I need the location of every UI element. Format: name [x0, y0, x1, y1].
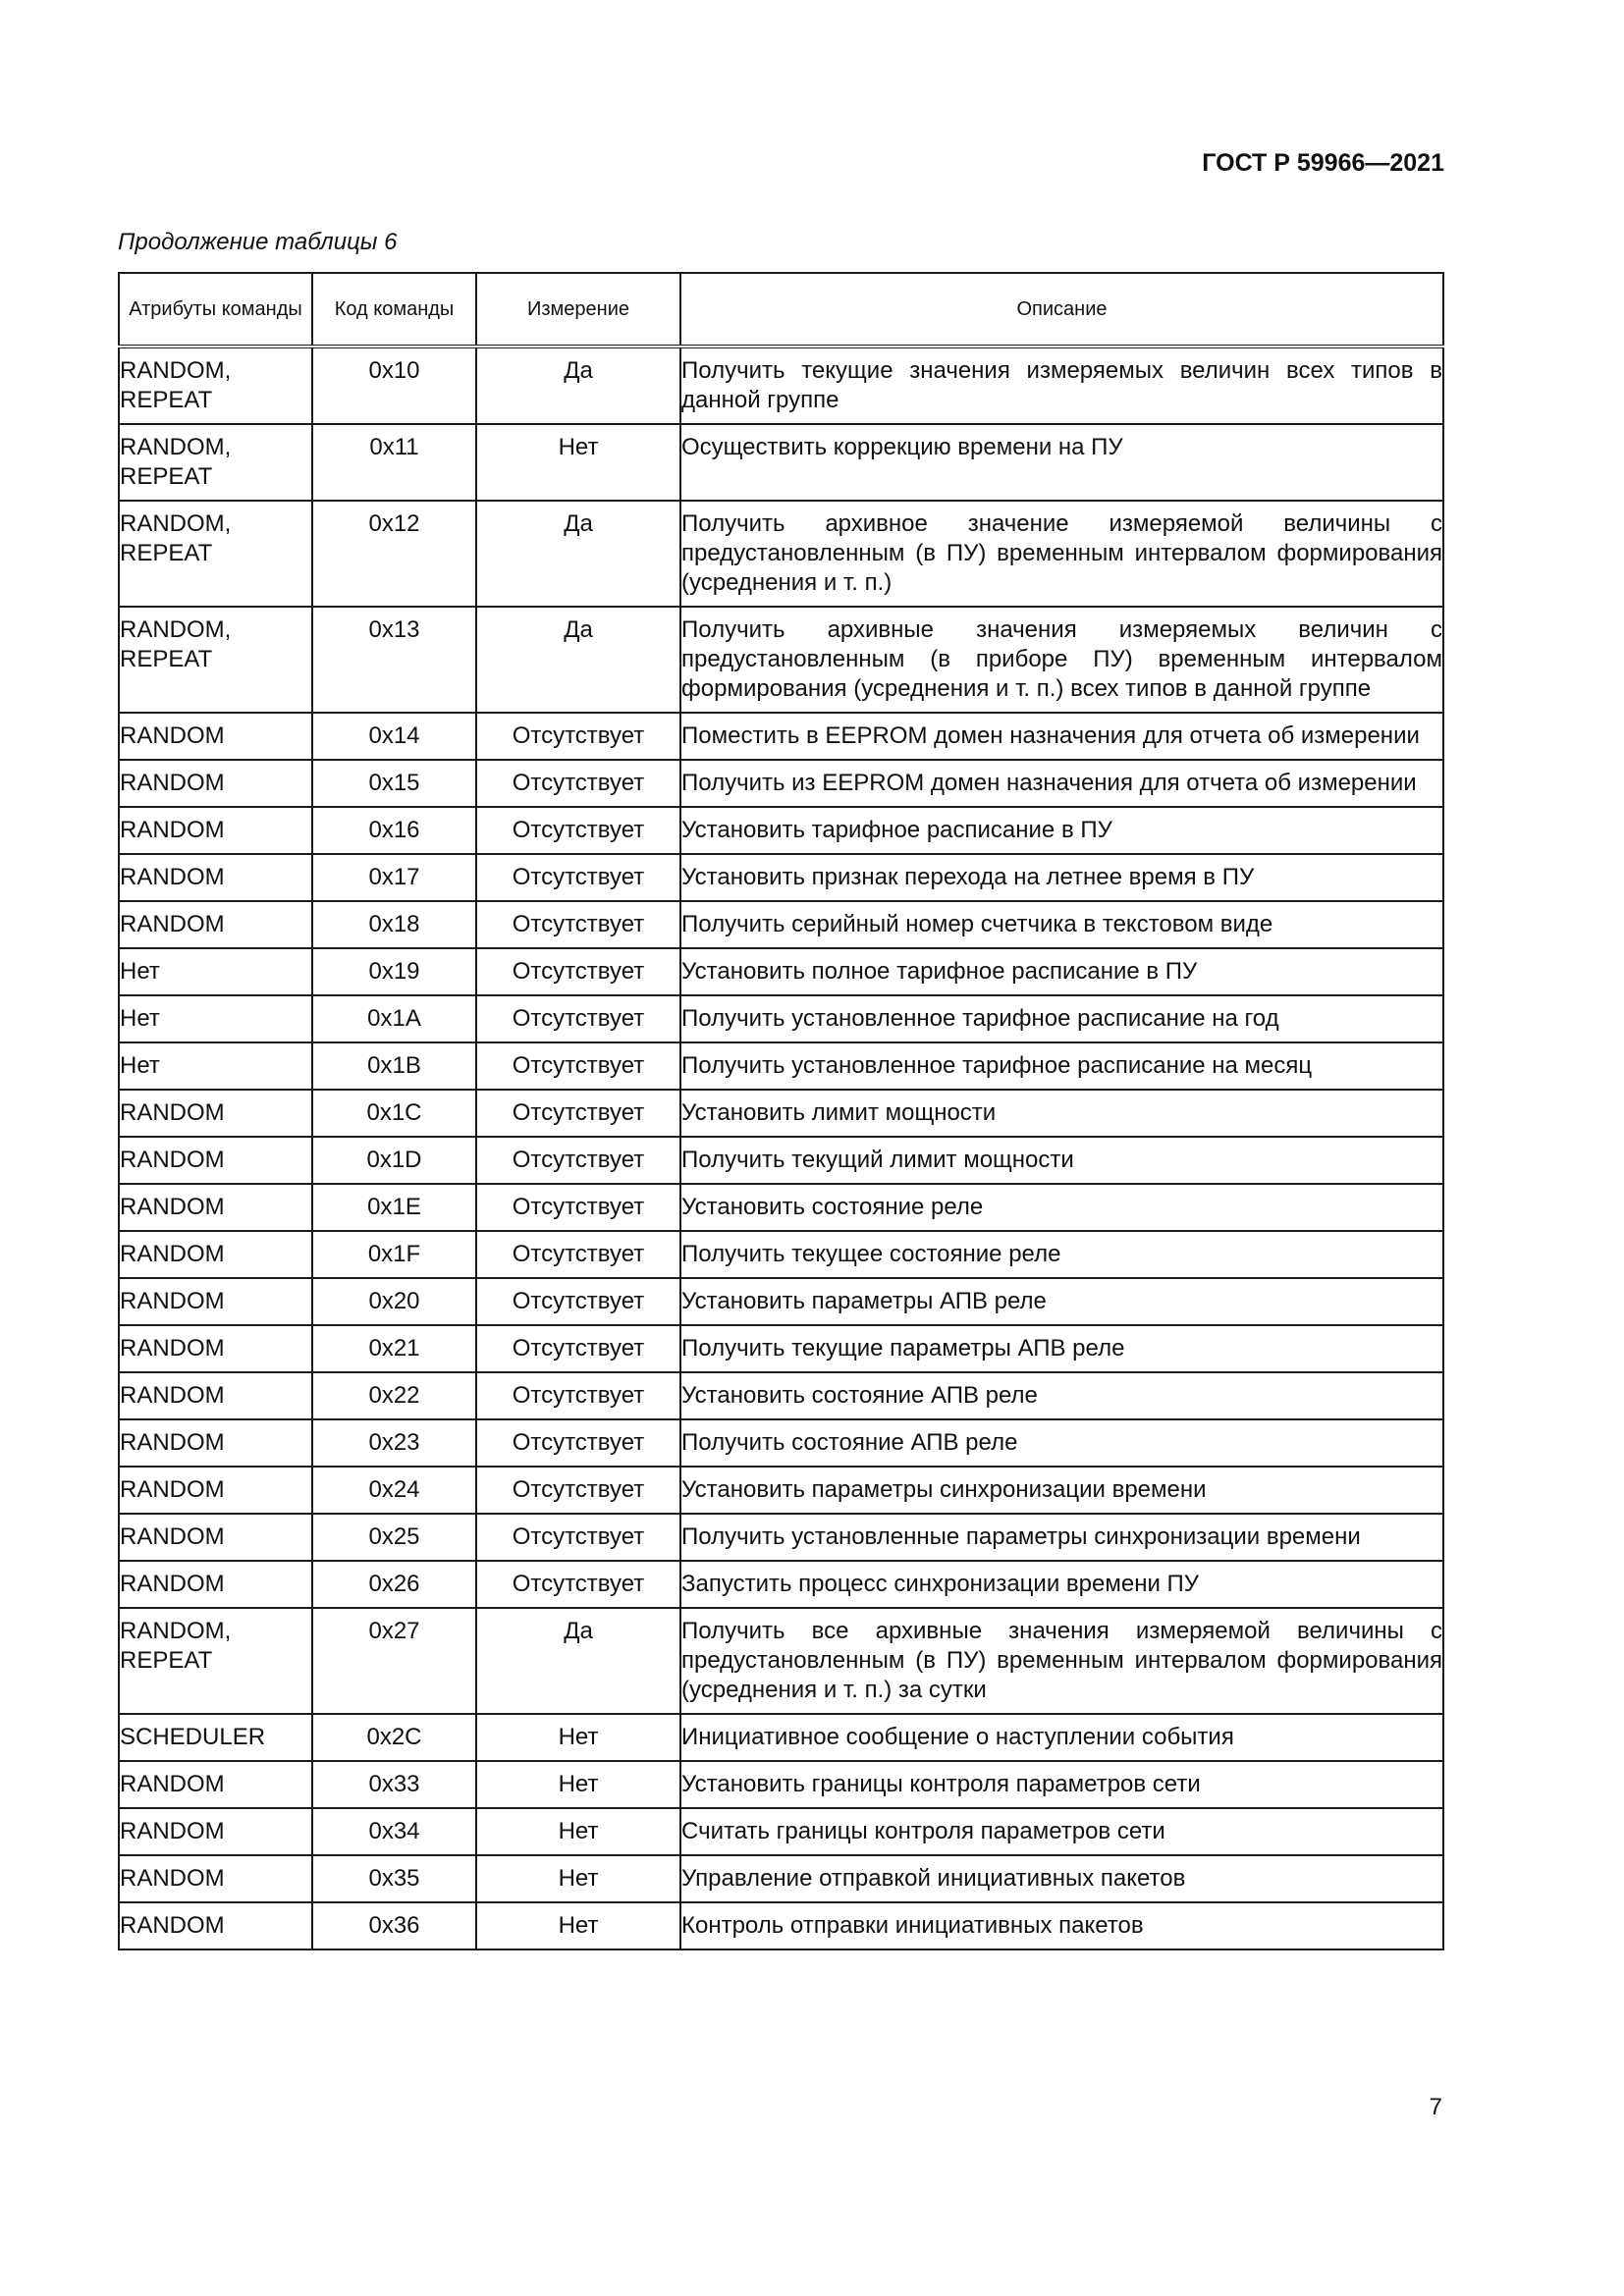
- table-row: [119, 1608, 1443, 1714]
- cell-attributes: RANDOM: [119, 1561, 312, 1608]
- cell-attributes: RANDOM: [119, 1278, 312, 1325]
- cell-code: 0x12: [312, 501, 476, 607]
- cell-measurement: Нет: [476, 1714, 680, 1761]
- cell-measurement: Отсутствует: [476, 1184, 680, 1231]
- cell-description: Получить текущий лимит мощности: [680, 1137, 1443, 1184]
- table-row: [119, 807, 1443, 854]
- cell-attributes: RANDOM, REPEAT: [119, 424, 312, 501]
- cell-description: Получить состояние АПВ реле: [680, 1419, 1443, 1467]
- cell-code: 0x26: [312, 1561, 476, 1608]
- cell-description: Получить текущие значения измеряемых величин всех типов в данной группе: [680, 347, 1443, 424]
- cell-code: 0x17: [312, 854, 476, 901]
- cell-description: Поместить в EEPROM домен назначения для отчета об измерении: [680, 713, 1443, 760]
- cell-description: Контроль отправки инициативных пакетов: [680, 1902, 1443, 1949]
- column-header-attributes: Атрибуты команды: [119, 273, 312, 347]
- cell-description: Получить текущие параметры АПВ реле: [680, 1325, 1443, 1372]
- cell-code: 0x34: [312, 1808, 476, 1855]
- cell-description: Получить архивное значение измеряемой величины с предустановленным (в ПУ) временным интервалом формирования (усреднения и т. п.): [680, 501, 1443, 607]
- table-row: [119, 854, 1443, 901]
- cell-measurement: Нет: [476, 1855, 680, 1902]
- cell-description: Получить установленные параметры синхронизации времени: [680, 1514, 1443, 1561]
- column-header-measurement: Измерение: [476, 273, 680, 347]
- document-code: ГОСТ Р 59966—2021: [1202, 149, 1444, 177]
- cell-code: 0x1E: [312, 1184, 476, 1231]
- cell-code: 0x1D: [312, 1137, 476, 1184]
- cell-attributes: RANDOM: [119, 1137, 312, 1184]
- table-row: [119, 995, 1443, 1042]
- table-row: [119, 1902, 1443, 1949]
- cell-attributes: Нет: [119, 1042, 312, 1090]
- cell-measurement: Отсутствует: [476, 1372, 680, 1419]
- cell-description: Считать границы контроля параметров сети: [680, 1808, 1443, 1855]
- cell-attributes: RANDOM: [119, 1325, 312, 1372]
- cell-description: Получить установленное тарифное расписание на месяц: [680, 1042, 1443, 1090]
- cell-attributes: RANDOM: [119, 854, 312, 901]
- cell-measurement: Отсутствует: [476, 1231, 680, 1278]
- cell-attributes: RANDOM, REPEAT: [119, 1608, 312, 1714]
- cell-attributes: RANDOM: [119, 1184, 312, 1231]
- cell-attributes: RANDOM: [119, 807, 312, 854]
- table-row: [119, 901, 1443, 948]
- cell-measurement: Да: [476, 1608, 680, 1714]
- cell-attributes: Нет: [119, 995, 312, 1042]
- cell-attributes: RANDOM: [119, 1514, 312, 1561]
- cell-measurement: Отсутствует: [476, 995, 680, 1042]
- cell-measurement: Нет: [476, 424, 680, 501]
- cell-description: Установить лимит мощности: [680, 1090, 1443, 1137]
- cell-measurement: Отсутствует: [476, 854, 680, 901]
- cell-measurement: Отсутствует: [476, 901, 680, 948]
- cell-measurement: Отсутствует: [476, 807, 680, 854]
- cell-code: 0x19: [312, 948, 476, 995]
- table-row: [119, 760, 1443, 807]
- cell-description: Установить состояние реле: [680, 1184, 1443, 1231]
- table-row: [119, 607, 1443, 713]
- cell-description: Получить текущее состояние реле: [680, 1231, 1443, 1278]
- cell-code: 0x1B: [312, 1042, 476, 1090]
- cell-description: Установить полное тарифное расписание в ПУ: [680, 948, 1443, 995]
- cell-code: 0x13: [312, 607, 476, 713]
- page-number: 7: [1429, 2094, 1442, 2120]
- cell-measurement: Да: [476, 501, 680, 607]
- cell-code: 0x24: [312, 1467, 476, 1514]
- cell-measurement: Нет: [476, 1761, 680, 1808]
- cell-attributes: RANDOM: [119, 1902, 312, 1949]
- cell-attributes: RANDOM: [119, 1808, 312, 1855]
- cell-attributes: RANDOM, REPEAT: [119, 347, 312, 424]
- cell-description: Установить границы контроля параметров сети: [680, 1761, 1443, 1808]
- cell-description: Осуществить коррекцию времени на ПУ: [680, 424, 1443, 501]
- table-caption: Продолжение таблицы 6: [118, 229, 398, 255]
- cell-measurement: Отсутствует: [476, 713, 680, 760]
- cell-code: 0x25: [312, 1514, 476, 1561]
- cell-attributes: RANDOM: [119, 1090, 312, 1137]
- table-header-row: [119, 273, 1443, 347]
- cell-attributes: RANDOM: [119, 713, 312, 760]
- table-row: [119, 347, 1443, 424]
- cell-measurement: Нет: [476, 1902, 680, 1949]
- cell-attributes: Нет: [119, 948, 312, 995]
- table-row: [119, 1467, 1443, 1514]
- table-row: [119, 1325, 1443, 1372]
- cell-description: Установить состояние АПВ реле: [680, 1372, 1443, 1419]
- column-header-description: Описание: [680, 273, 1443, 347]
- cell-attributes: RANDOM: [119, 1855, 312, 1902]
- cell-measurement: Отсутствует: [476, 1325, 680, 1372]
- cell-attributes: RANDOM: [119, 760, 312, 807]
- cell-code: 0x21: [312, 1325, 476, 1372]
- cell-code: 0x16: [312, 807, 476, 854]
- cell-attributes: RANDOM: [119, 1372, 312, 1419]
- column-header-code: Код команды: [312, 273, 476, 347]
- cell-description: Запустить процесс синхронизации времени ПУ: [680, 1561, 1443, 1608]
- commands-table: [118, 272, 1444, 1950]
- cell-measurement: Отсутствует: [476, 1278, 680, 1325]
- table-row: [119, 424, 1443, 501]
- table-row: [119, 1714, 1443, 1761]
- cell-measurement: Отсутствует: [476, 1419, 680, 1467]
- cell-measurement: Отсутствует: [476, 1137, 680, 1184]
- cell-attributes: RANDOM: [119, 1419, 312, 1467]
- cell-description: Получить архивные значения измеряемых величин с предустановленным (в приборе ПУ) временным интервалом формирования (усреднения и т. п.) всех типов в данной группе: [680, 607, 1443, 713]
- cell-description: Управление отправкой инициативных пакетов: [680, 1855, 1443, 1902]
- table-row: [119, 1137, 1443, 1184]
- cell-measurement: Нет: [476, 1808, 680, 1855]
- cell-code: 0x27: [312, 1608, 476, 1714]
- cell-attributes: RANDOM, REPEAT: [119, 501, 312, 607]
- table-row: [119, 1278, 1443, 1325]
- cell-code: 0x23: [312, 1419, 476, 1467]
- cell-code: 0x1F: [312, 1231, 476, 1278]
- cell-attributes: RANDOM: [119, 901, 312, 948]
- table-row: [119, 1855, 1443, 1902]
- table-row: [119, 948, 1443, 995]
- cell-code: 0x10: [312, 347, 476, 424]
- cell-code: 0x14: [312, 713, 476, 760]
- cell-description: Получить серийный номер счетчика в текстовом виде: [680, 901, 1443, 948]
- table-row: [119, 1419, 1443, 1467]
- cell-code: 0x20: [312, 1278, 476, 1325]
- cell-code: 0x1C: [312, 1090, 476, 1137]
- cell-measurement: Отсутствует: [476, 1467, 680, 1514]
- cell-code: 0x11: [312, 424, 476, 501]
- table-row: [119, 713, 1443, 760]
- cell-measurement: Отсутствует: [476, 1561, 680, 1608]
- cell-description: Получить все архивные значения измеряемой величины с предустановленным (в ПУ) временным интервалом формирования (усреднения и т. п.) за сутки: [680, 1608, 1443, 1714]
- cell-attributes: RANDOM: [119, 1761, 312, 1808]
- table-row: [119, 1561, 1443, 1608]
- cell-measurement: Да: [476, 607, 680, 713]
- table-row: [119, 1231, 1443, 1278]
- cell-attributes: RANDOM: [119, 1467, 312, 1514]
- cell-code: 0x22: [312, 1372, 476, 1419]
- cell-code: 0x33: [312, 1761, 476, 1808]
- cell-measurement: Отсутствует: [476, 760, 680, 807]
- cell-description: Установить параметры АПВ реле: [680, 1278, 1443, 1325]
- cell-measurement: Отсутствует: [476, 1090, 680, 1137]
- table-row: [119, 1514, 1443, 1561]
- cell-attributes: RANDOM, REPEAT: [119, 607, 312, 713]
- cell-description: Инициативное сообщение о наступлении события: [680, 1714, 1443, 1761]
- cell-measurement: Отсутствует: [476, 1514, 680, 1561]
- cell-attributes: RANDOM: [119, 1231, 312, 1278]
- table-row: [119, 1042, 1443, 1090]
- cell-description: Получить установленное тарифное расписание на год: [680, 995, 1443, 1042]
- table-row: [119, 1761, 1443, 1808]
- cell-measurement: Отсутствует: [476, 1042, 680, 1090]
- table-row: [119, 1372, 1443, 1419]
- cell-code: 0x18: [312, 901, 476, 948]
- cell-code: 0x35: [312, 1855, 476, 1902]
- cell-code: 0x1A: [312, 995, 476, 1042]
- cell-description: Установить параметры синхронизации времени: [680, 1467, 1443, 1514]
- cell-attributes: SCHEDULER: [119, 1714, 312, 1761]
- cell-description: Установить тарифное расписание в ПУ: [680, 807, 1443, 854]
- cell-description: Установить признак перехода на летнее время в ПУ: [680, 854, 1443, 901]
- cell-code: 0x2C: [312, 1714, 476, 1761]
- table-row: [119, 1090, 1443, 1137]
- table-row: [119, 1184, 1443, 1231]
- cell-description: Получить из EEPROM домен назначения для отчета об измерении: [680, 760, 1443, 807]
- table-row: [119, 501, 1443, 607]
- cell-code: 0x36: [312, 1902, 476, 1949]
- cell-code: 0x15: [312, 760, 476, 807]
- cell-measurement: Отсутствует: [476, 948, 680, 995]
- cell-measurement: Да: [476, 347, 680, 424]
- table-row: [119, 1808, 1443, 1855]
